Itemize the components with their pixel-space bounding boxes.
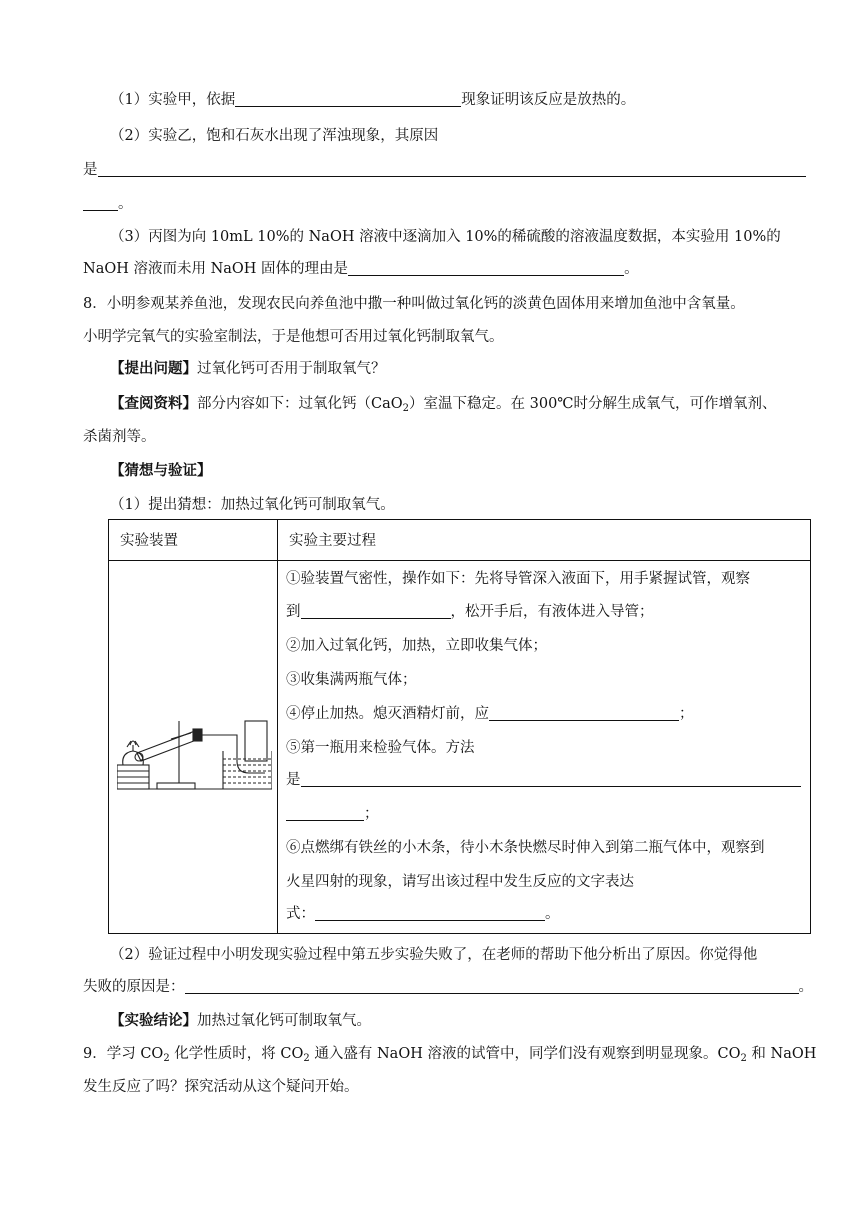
q8-part2: （2）验证过程中小明发现实验过程中第五步实验失败了，在老师的帮助下他分析出了原因。你觉得他	[110, 947, 758, 963]
q7-part2: （2）实验乙，饱和石灰水出现了浑浊现象，其原因	[110, 128, 439, 144]
q7-part3-line2: NaOH 溶液而未用 NaOH 固体的理由是 。	[83, 261, 639, 277]
step-6-cont: 火星四射的现象，请写出该过程中发生反应的文字表达	[286, 874, 634, 890]
answer-blank[interactable]	[301, 770, 801, 787]
step-5-cont-2: ；	[286, 804, 379, 824]
answer-blank[interactable]	[489, 704, 679, 721]
answer-blank[interactable]	[286, 804, 364, 821]
q8-intro-2: 小明学完氧气的实验室制法，于是他想可否用过氧化钙制取氧气。	[83, 329, 504, 345]
q8-info: 【查阅资料】部分内容如下：过氧化钙（CaO$_2$）室温下稳定。在 300℃时分解生成氧气，可作增氧剂、	[110, 395, 777, 414]
q7-part2-answer-line-2: 。	[83, 194, 133, 214]
q9-line-2: 发生反应了吗？探究活动从这个疑问开始。	[83, 1079, 359, 1095]
q7-part3: （3）丙图为向 10mL 10%的 NaOH 溶液中逐滴加入 10%的稀硫酸的溶液温度数据，本实验用 10%的	[110, 229, 781, 245]
answer-blank[interactable]	[83, 194, 118, 211]
table-header-apparatus: 实验装置	[109, 520, 278, 561]
step-2: ②加入过氧化钙，加热，立即收集气体；	[286, 638, 547, 654]
answer-blank[interactable]	[315, 904, 545, 921]
answer-blank[interactable]	[98, 160, 806, 177]
q8-question: 【提出问题】过氧化钙可否用于制取氧气？	[110, 360, 386, 377]
q8-part2-line2: 失败的原因是： 。	[83, 979, 813, 995]
step-4: ④停止加热。熄灭酒精灯前，应 ；	[286, 706, 694, 722]
table-header-process: 实验主要过程	[278, 520, 811, 561]
step-6: ⑥点燃绑有铁丝的小木条，待小木条快燃尽时伸入到第二瓶气体中，观察到	[286, 840, 765, 856]
answer-blank[interactable]	[235, 90, 461, 107]
q7-part2-answer-line: 是	[83, 160, 806, 180]
apparatus-cell	[109, 561, 278, 934]
q7-part1: （1）实验甲，依据 现象证明该反应是放热的。	[110, 92, 636, 108]
process-cell	[278, 561, 811, 934]
q8-info-2: 杀菌剂等。	[83, 429, 156, 445]
answer-blank[interactable]	[185, 977, 799, 994]
step-1-cont: 到 ，松开手后，有液体进入导管；	[286, 604, 654, 620]
q8-intro-1: 8．小明参观某养鱼池，发现农民向养鱼池中撒一种叫做过氧化钙的淡黄色固体用来增加鱼池中含氧量。	[83, 296, 745, 312]
q8-conclusion: 【实验结论】加热过氧化钙可制取氧气。	[110, 1012, 371, 1029]
q9-line-1: 9．学习 $CO_2$ 化学性质时，将 $CO_2$ 通入盛有 NaOH 溶液的试管中，同学们没有观察到明显现象。$CO_2$ 和 NaOH	[83, 1046, 817, 1064]
step-1: ①验装置气密性，操作如下：先将导管深入液面下，用手紧握试管，观察	[286, 571, 750, 587]
experiment-table	[108, 519, 811, 934]
answer-blank[interactable]	[348, 259, 624, 276]
apparatus-diagram	[117, 701, 272, 796]
step-6-cont-2: 式： 。	[286, 906, 560, 922]
step-3: ③收集满两瓶气体；	[286, 672, 417, 688]
q8-guess-heading: 【猜想与验证】	[110, 462, 212, 479]
step-5-cont: 是	[286, 770, 801, 790]
answer-blank[interactable]	[301, 602, 451, 619]
step-5: ⑤第一瓶用来检验气体。方法	[286, 740, 475, 756]
q8-guess-1: （1）提出猜想：加热过氧化钙可制取氧气。	[110, 497, 395, 513]
